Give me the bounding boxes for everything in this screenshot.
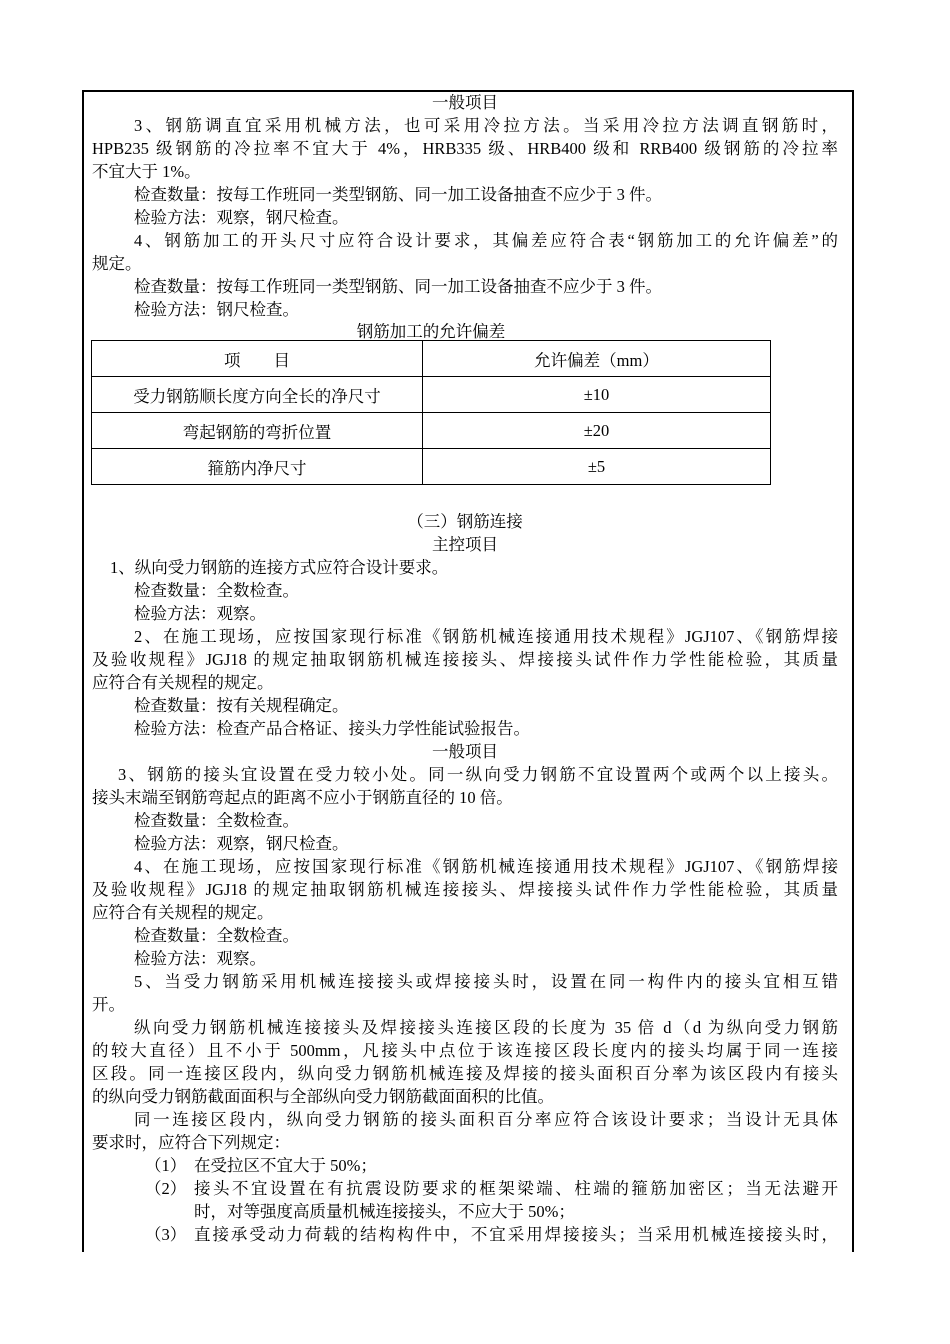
table-cell-item: 受力钢筋顺长度方向全长的净尺寸	[92, 377, 423, 413]
general-item-3-line-2: 接头末端至钢筋弯起点的距离不应小于钢筋直径的 10 倍。	[92, 788, 513, 807]
section-3-title: （三）钢筋连接	[407, 512, 523, 531]
table-row	[92, 377, 771, 413]
general-items-heading-2: 一般项目	[432, 742, 498, 761]
main-item-2-line-2: 及验收规程》JGJ18 的规定抽取钢筋机械连接接头、焊接接头试件作力学性能检验，其质量	[92, 650, 838, 669]
table-header-item: 项 目	[92, 341, 423, 377]
paragraph-3-method: 检验方法：观察，钢尺检查。	[134, 208, 349, 227]
paragraph-3-quantity: 检查数量：按每工作班同一类型钢筋、同一加工设备抽查不应少于 3 件。	[134, 185, 662, 204]
general-item-4-line-3: 应符合有关规程的规定。	[92, 903, 274, 922]
tolerance-table	[91, 340, 771, 485]
table-row	[92, 413, 771, 449]
general-item-5-p3-line-1: 同一连接区段内，纵向受力钢筋的接头面积百分率应符合该设计要求；当设计无具体	[134, 1110, 838, 1129]
table-cell-tolerance: ±5	[423, 449, 771, 485]
general-item-5-p2-line-3: 区段。同一连接区段内，纵向受力钢筋机械连接及焊接的接头面积百分率为该区段内有接头	[92, 1064, 838, 1083]
general-item-4-method: 检验方法：观察。	[134, 949, 266, 968]
main-item-2-line-3: 应符合有关规程的规定。	[92, 673, 274, 692]
general-item-5-line-1: 5、当受力钢筋采用机械连接接头或焊接接头时，设置在同一构件内的接头宜相互错	[134, 972, 838, 991]
paragraph-4-method: 检验方法：钢尺检查。	[134, 300, 299, 319]
table-cell-item: 弯起钢筋的弯折位置	[92, 413, 423, 449]
main-control-heading: 主控项目	[432, 535, 498, 554]
general-item-3-line-1: 3、钢筋的接头宜设置在受力较小处。同一纵向受力钢筋不宜设置两个或两个以上接头。	[118, 765, 838, 784]
main-item-2-quantity: 检查数量：按有关规程确定。	[134, 696, 349, 715]
table-cell-item: 箍筋内净尺寸	[92, 449, 423, 485]
list-item-2-number: （2）	[145, 1179, 187, 1198]
list-item-1-line-1: 在受拉区不宜大于 50%；	[194, 1156, 377, 1175]
paragraph-4-line-2: 规定。	[92, 254, 142, 273]
paragraph-3-line-3: 不宜大于 1%。	[92, 162, 201, 181]
main-item-1: 1、纵向受力钢筋的连接方式应符合设计要求。	[110, 558, 449, 577]
general-item-4-quantity: 检查数量：全数检查。	[134, 926, 299, 945]
paragraph-4-line-1: 4、钢筋加工的开头尺寸应符合设计要求，其偏差应符合表“钢筋加工的允许偏差”的	[134, 231, 838, 250]
main-item-2-method: 检验方法：检查产品合格证、接头力学性能试验报告。	[134, 719, 530, 738]
table-cell-tolerance: ±10	[423, 377, 771, 413]
general-item-5-p3-line-2: 要求时，应符合下列规定：	[92, 1133, 290, 1152]
paragraph-4-quantity: 检查数量：按每工作班同一类型钢筋、同一加工设备抽查不应少于 3 件。	[134, 277, 662, 296]
paragraph-3-line-2: HPB235 级钢筋的冷拉率不宜大于 4%，HRB335 级、HRB400 级和 RRB400 级钢筋的冷拉率	[92, 139, 838, 158]
table-cell-tolerance: ±20	[423, 413, 771, 449]
general-item-5-line-2: 开。	[92, 995, 125, 1014]
general-item-5-p2-line-1: 纵向受力钢筋机械连接接头及焊接接头连接区段的长度为 35 倍 d（d 为纵向受力钢筋	[134, 1018, 838, 1037]
table-header-row	[92, 341, 771, 377]
general-items-heading: 一般项目	[432, 93, 498, 112]
general-item-5-p2-line-4: 的纵向受力钢筋截面面积与全部纵向受力钢筋截面面积的比值。	[92, 1087, 554, 1106]
main-item-1-method: 检验方法：观察。	[134, 604, 266, 623]
table-caption: 钢筋加工的允许偏差	[356, 322, 506, 341]
general-item-3-method: 检验方法：观察，钢尺检查。	[134, 834, 349, 853]
general-item-4-line-2: 及验收规程》JGJ18 的规定抽取钢筋机械连接接头、焊接接头试件作力学性能检验，其质量	[92, 880, 838, 899]
list-item-1-number: （1）	[145, 1156, 187, 1175]
paragraph-3-line-1: 3、钢筋调直宜采用机械方法，也可采用冷拉方法。当采用冷拉方法调直钢筋时，	[134, 116, 838, 135]
list-item-2-line-1: 接头不宜设置在有抗震设防要求的框架梁端、柱端的箍筋加密区；当无法避开	[194, 1179, 838, 1198]
general-item-4-line-1: 4、在施工现场，应按国家现行标准《钢筋机械连接通用技术规程》JGJ107、《钢筋焊接	[134, 857, 838, 876]
table-header-tolerance: 允许偏差（mm）	[423, 341, 771, 377]
list-item-3-line-1: 直接承受动力荷载的结构构件中，不宜采用焊接接头；当采用机械连接接头时，	[194, 1225, 838, 1244]
list-item-2-line-2: 时，对等强度高质量机械连接接头，不应大于 50%；	[194, 1202, 575, 1221]
general-item-3-quantity: 检查数量：全数检查。	[134, 811, 299, 830]
general-item-5-p2-line-2: 的较大直径）且不小于 500mm，凡接头中点位于该连接区段长度内的接头均属于同一连接	[92, 1041, 838, 1060]
list-item-3-number: （3）	[145, 1225, 187, 1244]
main-item-1-quantity: 检查数量：全数检查。	[134, 581, 299, 600]
table-row	[92, 449, 771, 485]
main-item-2-line-1: 2、在施工现场，应按国家现行标准《钢筋机械连接通用技术规程》JGJ107、《钢筋焊接	[134, 627, 838, 646]
